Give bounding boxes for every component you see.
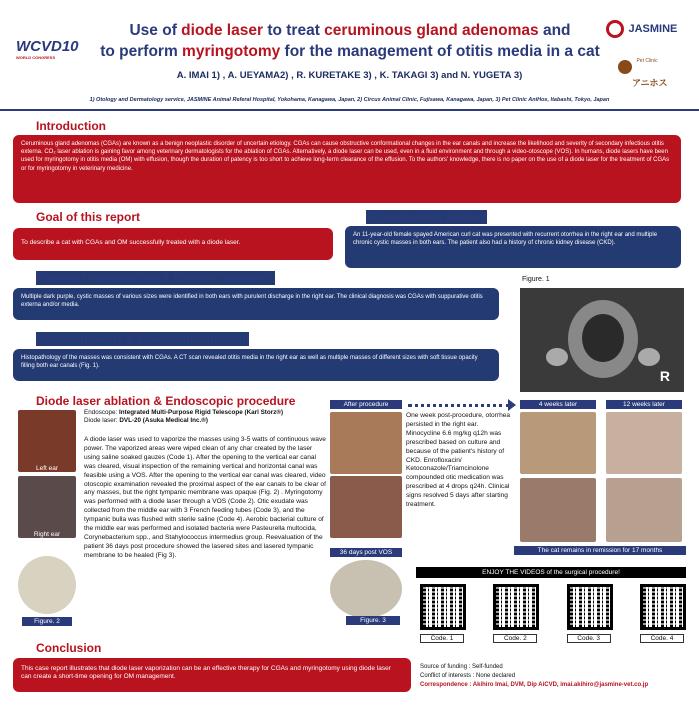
conclusion-text: This case report illustrates that diode laser vaporization can be an effective therapy for CGAs and myringotomy using diode laser can create a short-time opening for OM management. [13,658,411,692]
qr-row [420,584,686,643]
signalment-heading: Signalment & History [366,210,488,224]
goal-text: To describe a cat with CGAs and OM successfully treated with a diode laser. [13,228,333,260]
title-part: for the management of otitis media in a cat [280,43,600,60]
authors: A. IMAI 1) , A. UEYAMA2) , R. KURETAKE 3) , K. TAKAGI 3) and N. YUGETA 3) [176,70,523,81]
footer [420,663,648,690]
qr-item[interactable] [640,584,686,643]
title-part: diode laser [181,22,264,39]
poster-title [70,20,630,62]
12-weeks-photo-1 [606,412,682,474]
ct-side-label: R [659,368,670,384]
12-weeks-caption: 12 weeks later [606,400,682,409]
fig2-caption: Figure. 2 [22,617,72,626]
physical-heading: Physical examination & Clinical diagnosis [36,271,276,285]
intro-heading: Introduction [36,119,106,133]
divider [0,109,699,111]
qr-code-icon[interactable] [420,584,466,630]
pet-clinic-text: アニホス [632,78,668,88]
histo-text: Histopathology of the masses was consistent with CGAs. A CT scan revealed otitis media in the right ear as well as multiple masses of different sizes with soft tissue opacity filling both ear canals (Fig. 1). [13,349,499,381]
histo-heading: Histopathology & Diagnostic imaging [36,332,250,346]
conflict: Conflict of interests : None declared [420,673,516,679]
title-part: to perform [100,43,183,60]
laser-label: Diode laser: [84,417,120,425]
qr-code-label: Code. 3 [567,634,611,643]
after-procedure-caption: After procedure [330,400,402,409]
qr-item[interactable] [493,584,539,643]
laser-value: DVL-20 (Asuka Medical Inc.®) [119,417,208,425]
signalment-text: An 11-year-old female spayed American curl cat was presented with recurrent otorrhea in the right ear and multiple chronic cystic masses in both ears. The patient also had a history of chronic kidney disease (CKD). [345,226,681,268]
fig3-caption: Figure. 3 [346,616,400,625]
4-weeks-photo-2 [520,478,596,542]
figure1-label: Figure. 1 [522,276,550,283]
affiliations: 1) Otology and Dermatology service, JASMINE Animal Referal Hospital, Yokohama, Kanagawa, Japan, 2) Circus Animal Clinic, Fujisawa, Kanagawa, Japan, 3) Pet Clinic AniHos, Itabashi, Tokyo, Japan [89,97,610,103]
4-weeks-photo-1 [520,412,596,474]
funding: Source of funding : Self-funded [420,664,503,670]
intro-text: Ceruminous gland adenomas (CGAs) are known as a benign neoplastic disorder of uncertain etiology. CGAs can cause obstructive conformational changes in the ear canals and increase the likelihood and severity of secondary infectious otitis externa. CO₂ laser ablation is gaining favor among veterinary dermatologists for the ablation of CGAs. Alternatively, a diode laser can be used, even in a fluid environment and through a video-otoscope (VOS). In humans, diode lasers have been used for myringotomy in otitis media (OM) with effusion, though the duration of patency is too short to achieve long-term clearance of the effusion. To the authors' knowledge, there is no paper on the use of a diode laser for the treatment of CGAs or for myringotomy in veterinary medicine. [13,135,681,203]
title-part: Use of [129,22,182,39]
pet-clinic-small: Pet Clinic [636,58,658,64]
conclusion-heading: Conclusion [36,641,102,655]
post36-photo [330,560,402,618]
physical-text: Multiple dark purple, cystic masses of various sizes were identified in both ears with purulent discharge in the right ear. The clinical diagnosis was CGAs with suppurative otitis externa and/or media. [13,288,499,320]
procedure-heading: Diode laser ablation & Endoscopic procedure [36,394,296,408]
right-ear-caption: Right ear [33,531,61,538]
after-procedure-photo-1 [330,412,402,474]
wcvd-logo-text: WCVD10 [16,38,79,55]
qr-code-icon[interactable] [493,584,539,630]
correspondence: Correspondence : Akihiro Imai, DVM, Dip AiCVD, imai.akihiro@jasmine-vet.co.jp [420,682,649,688]
arrow-head-icon [508,399,516,411]
after-procedure-photo-2 [330,476,402,538]
qr-item[interactable] [420,584,466,643]
followup-text: One week post-procedure, otorrhea persisted in the right ear. Minocycline 6.6 mg/kg q12h was prescribed based on culture and because of the patient's history of CKD. Enrofloxacin/ Ketoconazole/Triamcinolone compounded otic medication was prescribed at 4 drops q24h. Clinical signs resolved 5 days after starting treatment. [406,412,511,509]
goal-heading: Goal of this report [36,210,141,224]
jasmine-text: JASMINE [628,23,678,35]
qr-code-label: Code. 4 [640,634,684,643]
procedure-equipment [84,409,328,425]
qr-code-icon[interactable] [640,584,686,630]
remission-caption: The cat remains in remission for 17 months [514,546,686,555]
qr-code-label: Code. 2 [493,634,537,643]
wcvd-logo [16,38,78,70]
4-weeks-caption: 4 weeks later [520,400,596,409]
title-part: to treat [263,22,325,39]
qr-code-icon[interactable] [567,584,613,630]
endoscope-value: Integrated Multi-Purpose Rigid Telescope (Karl Storz®) [119,409,284,416]
12-weeks-photo-2 [606,478,682,542]
tympanic-membrane-photo [18,556,76,614]
post36-caption: 36 days post VOS [330,548,402,557]
title-part: ceruminous gland adenomas [324,22,539,39]
title-part: and [538,22,571,39]
right-ear-photo [18,476,76,538]
procedure-text: A diode laser was used to vaporize the masses using 3-5 watts of continuous wave power. The vaporized areas were wiped clean of any char created by the laser using saline soaked gauzes (Code 1). After the opening to the vertical ear canal was cleared, visual inspection of the remaining vertical and horizontal canal was feasible using a VOS. After the opening to the vertical ear canal was cleared, video otoscopic examination revealed the proximal aspect of the ear canals to be clear of any masses, but the right tympanic membrane was opaque (Fig. 2) . Myringotomy was performed with a diode laser through a VOS (Code 2). Otic exudate was collected from the middle ear with 3 French feeding tubes (Code 3), and the tympanic bulla was flushed with sterile saline (Code 4). Aerobic bacterial culture of the middle ear was performed and isolated bacteria were Pasteurella multocida, Corynebacterium spp., and Stahylococcus intermedius group. Reevaluation of the patient 36 days post procedure showed the lasered sites and lasered tympanic membrane to be healed (Fig 3). [84,436,326,559]
qr-item[interactable] [567,584,613,643]
timeline-arrow [408,404,510,407]
wcvd-sub: WORLD CONGRESS [16,55,56,60]
ct-scan-image [520,288,684,392]
left-ear-photo [18,410,76,472]
endoscope-label: Endoscope: [84,409,120,416]
videos-heading: ENJOY THE VIDEOS of the surgical procedure! [416,567,686,578]
qr-code-label: Code. 1 [420,634,464,643]
title-part: myringotomy [182,43,281,60]
left-ear-caption: Left ear [35,465,59,472]
